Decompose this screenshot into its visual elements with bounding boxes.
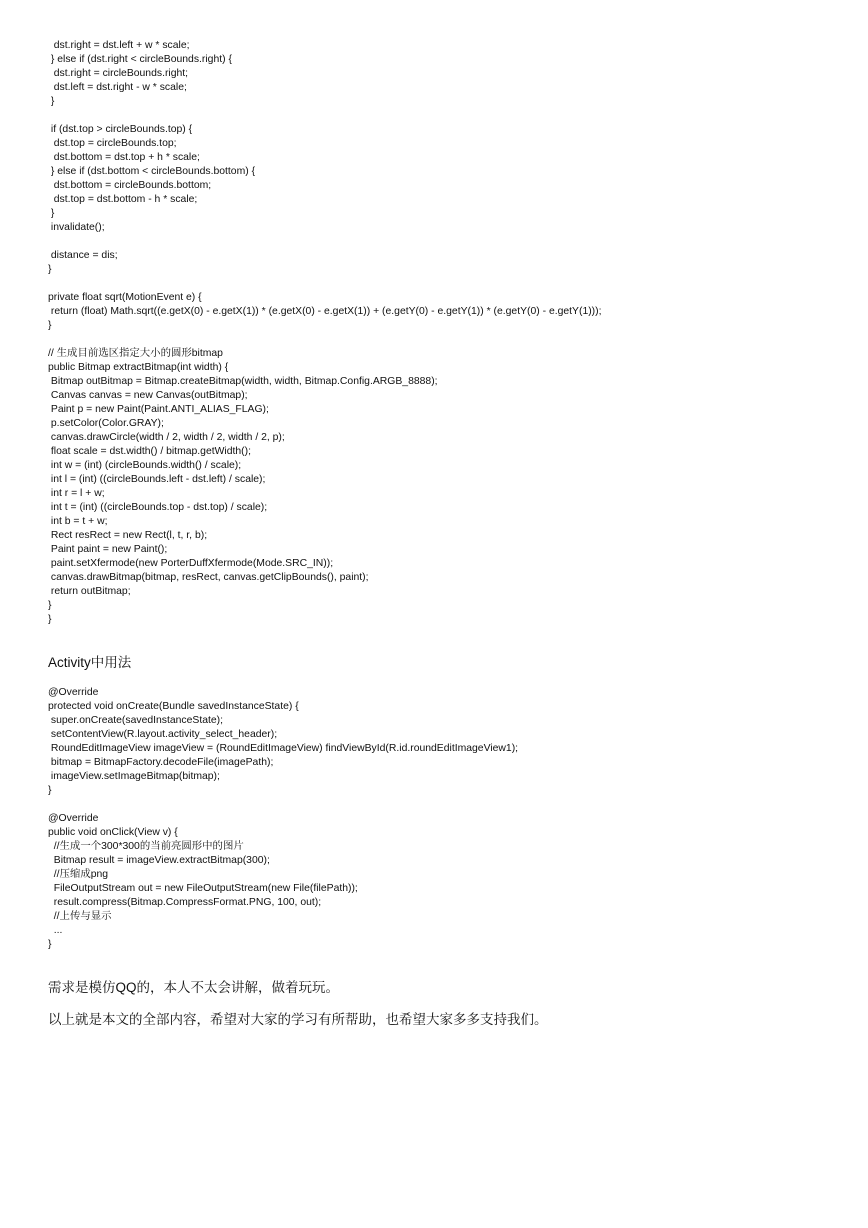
code-line: int t = (int) ((circleBounds.top - dst.top) / scale); — [48, 502, 268, 513]
code-line: private float sqrt(MotionEvent e) { — [48, 292, 202, 303]
code-line: Canvas canvas = new Canvas(outBitmap); — [48, 390, 248, 401]
paragraph-closing: 以上就是本文的全部内容，希望对大家的学习有所帮助，也希望大家多多支持我们。 — [48, 1012, 548, 1027]
code-line: dst.top = dst.bottom - h * scale; — [48, 194, 198, 205]
section-heading: Activity中用法 — [48, 655, 132, 670]
code-line: dst.top = circleBounds.top; — [48, 138, 177, 149]
code-block-onclick — [48, 812, 358, 952]
code-line: Bitmap outBitmap = Bitmap.createBitmap(width, width, Bitmap.Config.ARGB_8888); — [48, 376, 438, 387]
code-line: //生成一个300*300的当前亮圆形中的图片 — [48, 841, 244, 852]
code-line: int l = (int) ((circleBounds.left - dst.left) / scale); — [48, 474, 266, 485]
code-line: canvas.drawBitmap(bitmap, resRect, canvas.getClipBounds(), paint); — [48, 572, 369, 583]
code-line: // 生成目前选区指定大小的圆形bitmap — [48, 348, 223, 359]
code-line: return outBitmap; — [48, 586, 131, 597]
code-line — [48, 235, 602, 249]
code-line: result.compress(Bitmap.CompressFormat.PNG, 100, out); — [48, 897, 322, 908]
code-line — [48, 109, 602, 123]
code-line: if (dst.top > circleBounds.top) { — [48, 124, 193, 135]
paragraph-requirement: 需求是模仿QQ的，本人不太会讲解，做着玩玩。 — [48, 980, 340, 995]
code-line: FileOutputStream out = new FileOutputStream(new File(filePath)); — [48, 883, 358, 894]
code-line: float scale = dst.width() / bitmap.getWidth(); — [48, 446, 251, 457]
code-line: setContentView(R.layout.activity_select_header); — [48, 729, 278, 740]
code-line: } — [48, 208, 55, 219]
code-line: int b = t + w; — [48, 516, 108, 527]
code-line: } — [48, 96, 55, 107]
code-line: RoundEditImageView imageView = (RoundEditImageView) findViewById(R.id.roundEditImageView1); — [48, 743, 519, 754]
code-line: paint.setXfermode(new PorterDuffXfermode(Mode.SRC_IN)); — [48, 558, 334, 569]
code-line: dst.right = circleBounds.right; — [48, 68, 189, 79]
code-line: public Bitmap extractBitmap(int width) { — [48, 362, 229, 373]
code-line: Paint paint = new Paint(); — [48, 544, 168, 555]
code-line: Bitmap result = imageView.extractBitmap(300); — [48, 855, 270, 866]
code-line: } — [48, 785, 52, 796]
code-line: public void onClick(View v) { — [48, 827, 178, 838]
code-block-oncreate — [48, 686, 518, 798]
code-line: bitmap = BitmapFactory.decodeFile(imagePath); — [48, 757, 274, 768]
code-line: dst.bottom = dst.top + h * scale; — [48, 152, 200, 163]
code-line: ... — [48, 925, 63, 936]
code-line: } else if (dst.bottom < circleBounds.bottom) { — [48, 166, 256, 177]
code-line: protected void onCreate(Bundle savedInstanceState) { — [48, 701, 299, 712]
code-line: dst.bottom = circleBounds.bottom; — [48, 180, 212, 191]
code-line — [48, 277, 602, 291]
code-line: return (float) Math.sqrt((e.getX(0) - e.getX(1)) * (e.getX(0) - e.getX(1)) + (e.getY(0) - e.getY(1)) * (e.getY(0) - e.getY(1))); — [48, 306, 602, 317]
code-line: } — [48, 264, 52, 275]
code-line: int r = l + w; — [48, 488, 105, 499]
code-line: imageView.setImageBitmap(bitmap); — [48, 771, 220, 782]
code-line: @Override — [48, 813, 99, 824]
code-block-method-bodies — [48, 39, 602, 627]
code-line: } — [48, 320, 52, 331]
code-line: dst.left = dst.right - w * scale; — [48, 82, 187, 93]
code-line: canvas.drawCircle(width / 2, width / 2, width / 2, p); — [48, 432, 285, 443]
code-line — [48, 333, 602, 347]
code-line: } — [48, 939, 52, 950]
code-line: p.setColor(Color.GRAY); — [48, 418, 164, 429]
code-line: //上传与显示 — [48, 911, 112, 922]
code-line: } — [48, 600, 52, 611]
code-line: dst.right = dst.left + w * scale; — [48, 40, 190, 51]
code-line: int w = (int) (circleBounds.width() / scale); — [48, 460, 242, 471]
code-line: //压缩成png — [48, 869, 109, 880]
code-line: Paint p = new Paint(Paint.ANTI_ALIAS_FLAG); — [48, 404, 269, 415]
code-line: @Override — [48, 687, 99, 698]
code-line: super.onCreate(savedInstanceState); — [48, 715, 224, 726]
code-line: invalidate(); — [48, 222, 105, 233]
code-line: distance = dis; — [48, 250, 118, 261]
code-line: } — [48, 614, 52, 625]
code-line: Rect resRect = new Rect(l, t, r, b); — [48, 530, 208, 541]
code-line: } else if (dst.right < circleBounds.right) { — [48, 54, 232, 65]
